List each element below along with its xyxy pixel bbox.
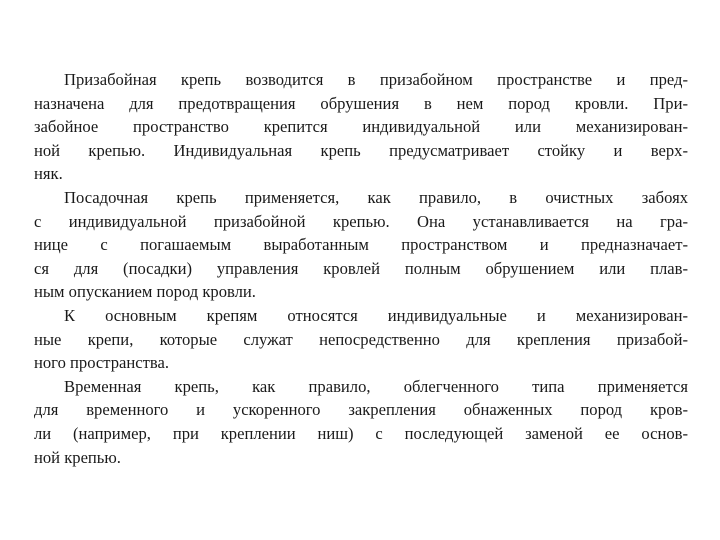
text-line: для временного и ускоренного закрепления обнаженных пород кров- (34, 400, 688, 420)
text-line: Временная крепь, как правило, облегченного типа применяется (64, 376, 688, 396)
paragraph-prizaboynaya (34, 68, 688, 186)
paragraph-posadochnaya (34, 186, 688, 304)
text-line: ной крепью. (34, 447, 121, 467)
text-line: Посадочная крепь применяется, как правило, в очистных забоях (64, 187, 688, 207)
text-line: няк. (34, 164, 63, 184)
text-line: ные крепи, которые служат непосредственно для крепления призабой- (34, 329, 688, 349)
text-line: назначена для предотвращения обрушения в нем пород кровли. При- (34, 93, 688, 113)
text-line: К основным крепям относятся индивидуальные и механизирован- (64, 305, 688, 325)
text-line: ного пространства. (34, 353, 170, 373)
paragraph-osnovnye (34, 304, 688, 375)
text-line: нице с погашаемым выработанным пространством и предназначает- (34, 235, 688, 255)
text-line: ся для (посадки) управления кровлей полным обрушением или плав- (34, 258, 688, 278)
text-line: ной крепью. Индивидуальная крепь предусматривает стойку и верх- (34, 140, 688, 160)
text-line: ли (например, при креплении ниш) с последующей заменой ее основ- (34, 423, 688, 443)
text-line: Призабойная крепь возводится в призабойном пространстве и пред- (64, 70, 688, 89)
text-line: забойное пространство крепится индивидуальной или механизирован- (34, 117, 688, 137)
paragraph-vremennaya (34, 375, 688, 469)
text-line: ным опусканием пород кровли. (34, 282, 256, 302)
document-body (34, 68, 688, 469)
text-line: с индивидуальной призабойной крепью. Она устанавливается на гра- (34, 211, 688, 231)
